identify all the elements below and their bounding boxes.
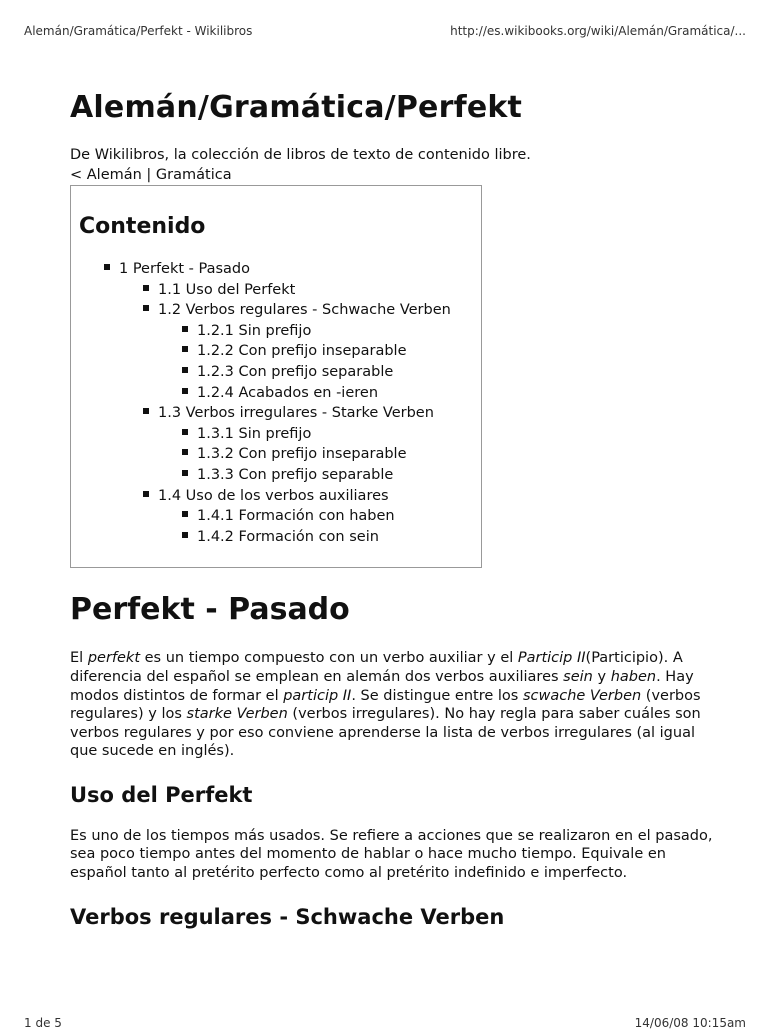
toc-item[interactable] [79, 321, 473, 342]
section-heading-verbos-regulares: Verbos regulares - Schwache Verben [70, 904, 505, 929]
toc-item[interactable] [79, 259, 473, 280]
table-of-contents [70, 185, 482, 568]
toc-item-label[interactable]: 1.4.2 Formación con sein [197, 528, 379, 545]
toc-item-label[interactable]: 1.1 Uso del Perfekt [158, 281, 296, 298]
section-paragraph-perfekt-pasado: El perfekt es un tiempo compuesto con un verbo auxiliar y el Particip II(Participio). A diferencia del español se emplean en alemán dos verbos auxiliares sein y haben. Hay modos distintos de formar el particip II. Se distingue entre los scwache Verben (verbos regulares) y los starke Verben (verbos irregulares). No hay regla para saber cuáles son verbos regulares y por eso conviene aprenderse la lista de verbos irregulares (al igual que sucede en inglés). [70, 650, 701, 760]
toc-item-label[interactable]: 1.4 Uso de los verbos auxiliares [158, 487, 389, 504]
print-datetime: 14/06/08 10:15am [634, 1016, 746, 1030]
print-footer [24, 1016, 746, 1030]
toc-item-label[interactable]: 1.2.1 Sin prefijo [197, 322, 312, 339]
toc-item-label[interactable]: 1.2.4 Acabados en -ieren [197, 384, 379, 401]
print-header-title: Alemán/Gramática/Perfekt - Wikilibros [24, 24, 253, 38]
toc-item-label[interactable]: 1.2.2 Con prefijo inseparable [197, 343, 407, 360]
print-header [24, 24, 746, 42]
article-content [70, 90, 720, 949]
toc-item-label[interactable]: 1.2.3 Con prefijo separable [197, 363, 394, 380]
toc-item-label[interactable]: 1.3.1 Sin prefijo [197, 425, 312, 442]
section-paragraph-uso-del-perfekt: Es uno de los tiempos más usados. Se refiere a acciones que se realizaron en el pasado, sea poco tiempo antes del momento de hablar o hace mucho tiempo. Equivale en español tanto al pretérito perfecto como al pretérito indefinido e imperfecto. [70, 827, 713, 882]
toc-item[interactable] [79, 424, 473, 445]
toc-item[interactable] [79, 383, 473, 404]
bullet-icon [182, 532, 188, 538]
bullet-icon [182, 346, 188, 352]
toc-item[interactable] [79, 486, 473, 507]
bullet-icon [143, 491, 149, 497]
toc-item-label[interactable]: 1.2 Verbos regulares - Schwache Verben [158, 302, 451, 319]
toc-list [79, 259, 473, 547]
toc-item[interactable] [79, 506, 473, 527]
bullet-icon [182, 326, 188, 332]
toc-item[interactable] [79, 403, 473, 424]
toc-item[interactable] [79, 527, 473, 548]
toc-title: Contenido [79, 214, 206, 239]
toc-item-label[interactable]: 1.3 Verbos irregulares - Starke Verben [158, 405, 434, 422]
section-heading-perfekt-pasado: Perfekt - Pasado [70, 592, 350, 628]
bullet-icon [182, 429, 188, 435]
toc-item[interactable] [79, 444, 473, 465]
page-number: 1 de 5 [24, 1016, 62, 1030]
toc-item-label[interactable]: 1 Perfekt - Pasado [119, 261, 250, 277]
bullet-icon [182, 470, 188, 476]
toc-item[interactable] [79, 362, 473, 383]
print-header-url: http://es.wikibooks.org/wiki/Alemán/Gramática/... [450, 24, 746, 38]
toc-item[interactable] [79, 300, 473, 321]
toc-item-label[interactable]: 1.4.1 Formación con haben [197, 508, 395, 525]
bullet-icon [143, 285, 149, 291]
bullet-icon [182, 367, 188, 373]
bullet-icon [104, 264, 110, 270]
bullet-icon [182, 449, 188, 455]
bullet-icon [143, 408, 149, 414]
bullet-icon [182, 388, 188, 394]
bullet-icon [182, 511, 188, 517]
toc-item[interactable] [79, 465, 473, 486]
toc-item[interactable] [79, 280, 473, 301]
bullet-icon [143, 305, 149, 311]
section-heading-uso-del-perfekt: Uso del Perfekt [70, 782, 253, 807]
breadcrumb[interactable]: < Alemán | Gramática [70, 167, 232, 183]
toc-item-label[interactable]: 1.3.3 Con prefijo separable [197, 466, 394, 483]
site-subtitle: De Wikilibros, la colección de libros de texto de contenido libre. [70, 147, 531, 163]
toc-item-label[interactable]: 1.3.2 Con prefijo inseparable [197, 446, 407, 463]
toc-item[interactable] [79, 341, 473, 362]
page-title: Alemán/Gramática/Perfekt [70, 90, 523, 125]
